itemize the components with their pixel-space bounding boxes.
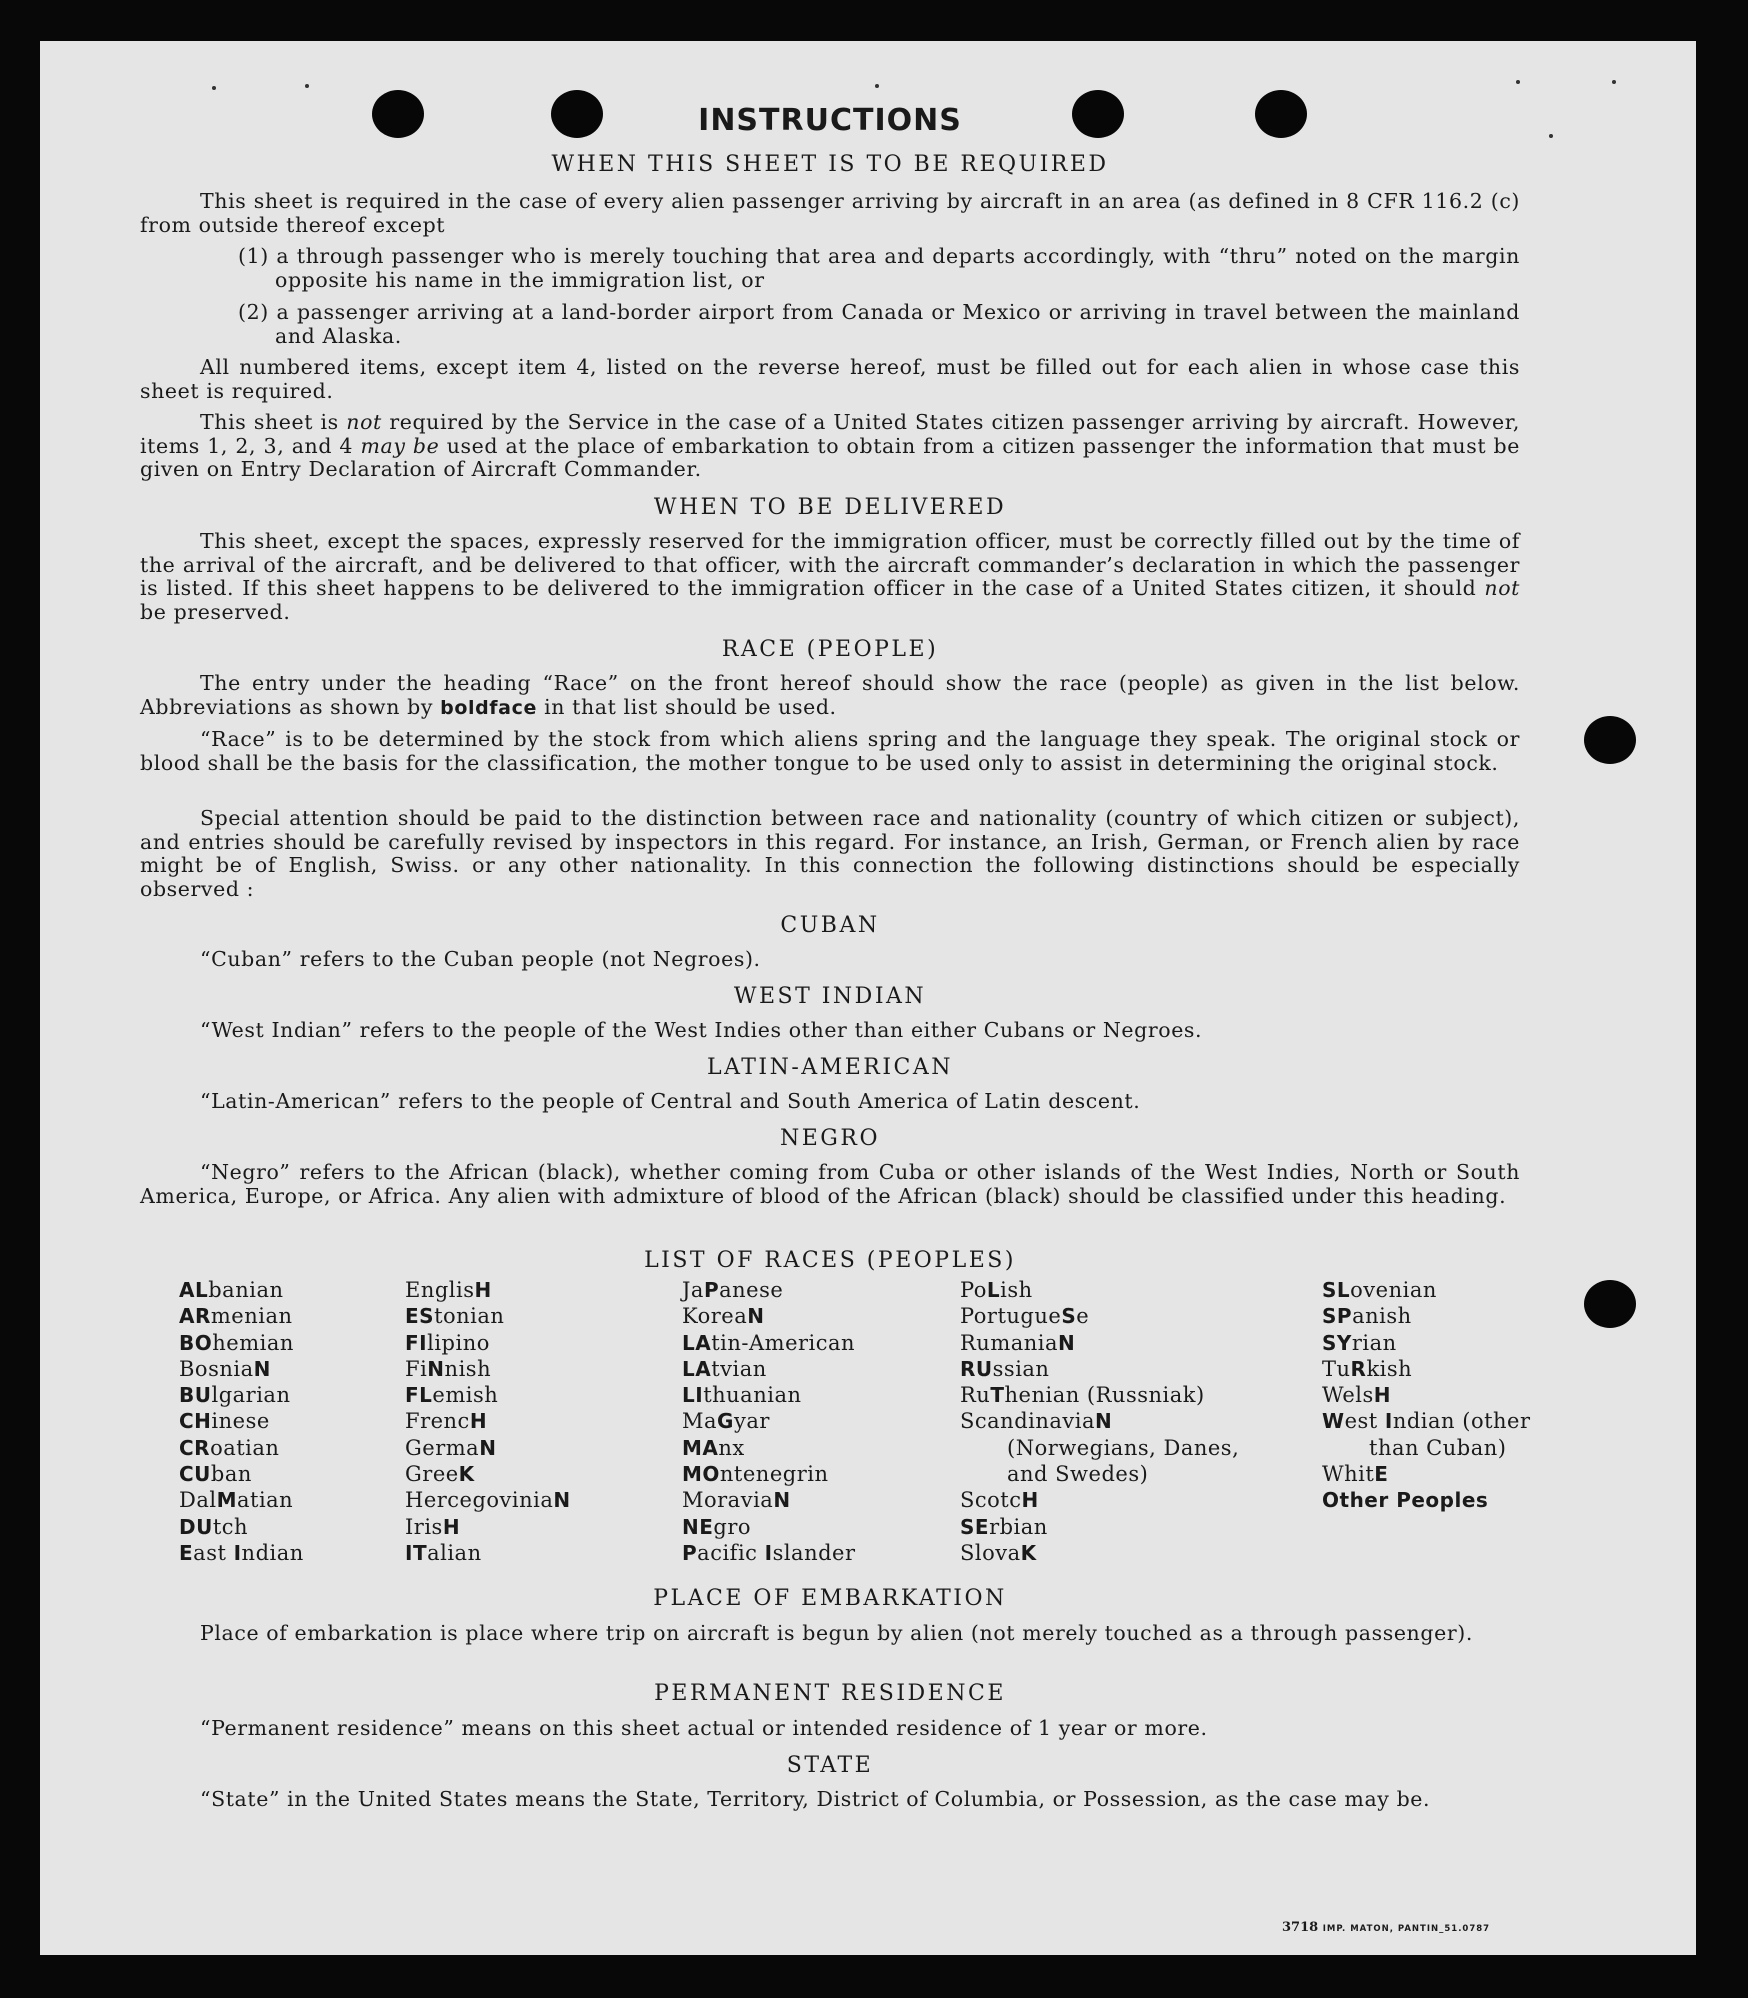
race-entry: RuThenian (Russniak)	[960, 1383, 1205, 1408]
race-entry: GermaN	[405, 1435, 497, 1460]
punch-hole-6	[1584, 1280, 1636, 1328]
paragraph: “State” in the United States means the State, Territory, District of Columbia, or Possession, as the case may be.	[200, 1787, 1431, 1811]
race-entry: FiNnish	[405, 1356, 492, 1381]
page-title: INSTRUCTIONS	[698, 103, 962, 138]
race-entry: RumaniaN	[960, 1330, 1076, 1355]
race-entry: CRoatian	[179, 1435, 280, 1460]
race-entry: LAtvian	[682, 1356, 767, 1381]
race-entry: FLemish	[405, 1383, 499, 1408]
race-entry: ITalian	[405, 1540, 482, 1565]
race-entry: ScandinaviaN (Norwegians, Danes, and Swedes)	[960, 1409, 1240, 1487]
emphasis: not	[346, 410, 382, 434]
paragraph: “Negro” refers to the African (black), whether coming from Cuba or other islands of the West Indies, North or South America, Europe, or Africa. Any alien with admixture of blood of the African (black) should be classified under this heading.	[140, 1160, 1520, 1208]
text-run: used at the place of embarkation to obtain from a citizen passenger the information that must be given on Entry Declaration of Aircraft Commander.	[140, 433, 1520, 481]
section-title-cuban: CUBAN	[780, 913, 880, 938]
race-entry: East Indian	[179, 1540, 304, 1565]
race-entry: MoraviaN	[682, 1488, 791, 1513]
boldface-word: boldface	[440, 696, 537, 719]
race-entry: LAtin-American	[682, 1330, 856, 1355]
item-text: a passenger arriving at a land-border airport from Canada or Mexico or arriving in travel between the mainland and Alaska.	[275, 300, 1520, 348]
race-entry: KoreaN	[682, 1304, 765, 1329]
section-title-permanent-residence: PERMANENT RESIDENCE	[654, 1681, 1006, 1706]
race-entry: BUlgarian	[179, 1383, 291, 1408]
form-footer	[1282, 1920, 1490, 1935]
list-item	[238, 300, 1520, 348]
race-entry: PortugueSe	[960, 1304, 1090, 1329]
item-text: a through passenger who is merely touching that area and departs accordingly, with “thru” noted on the margin opposite his name in the immigration list, or	[275, 244, 1520, 292]
race-entry: EStonian	[405, 1304, 505, 1329]
section-title-state: STATE	[786, 1753, 874, 1778]
race-entry: MAnx	[682, 1435, 745, 1460]
section-title-embarkation: PLACE OF EMBARKATION	[653, 1586, 1007, 1611]
race-entry: SErbian	[960, 1514, 1048, 1539]
race-entry: BOhemian	[179, 1330, 294, 1355]
paragraph: “Race” is to be determined by the stock from which aliens spring and the language they speak. The original stock or blood shall be the basis for the classification, the mother tongue to be used only to assist in determining the original stock.	[140, 727, 1520, 775]
paragraph: “West Indian” refers to the people of the West Indies other than either Cubans or Negroes.	[200, 1018, 1203, 1042]
race-column-2	[405, 1277, 615, 1566]
race-entry: SPanish	[1322, 1304, 1412, 1329]
race-entry: HercegoviniaN	[405, 1488, 571, 1513]
race-entry: Pacific Islander	[682, 1540, 856, 1565]
speck	[875, 84, 879, 88]
emphasis: may be	[360, 433, 440, 458]
paragraph: “Cuban” refers to the Cuban people (not Negroes).	[200, 947, 761, 971]
speck	[1516, 80, 1520, 84]
race-column-4	[960, 1277, 1250, 1566]
race-entry: SYrian	[1322, 1330, 1397, 1355]
race-entry: ALbanian	[179, 1278, 284, 1302]
paragraph	[140, 411, 1520, 482]
race-entry: ARmenian	[179, 1304, 293, 1329]
race-entry: RUssian	[960, 1356, 1050, 1381]
paragraph: This sheet is required in the case of every alien passenger arriving by aircraft in an area (as defined in 8 CFR 116.2 (c) from outside thereof except	[140, 189, 1520, 237]
race-entry: Other Peoples	[1322, 1488, 1489, 1513]
text-run: be preserved.	[140, 599, 291, 624]
race-entry: DalMatian	[179, 1488, 294, 1513]
section-title-when-required: WHEN THIS SHEET IS TO BE REQUIRED	[551, 152, 1109, 177]
section-title-when-delivered: WHEN TO BE DELIVERED	[653, 495, 1007, 520]
race-column-1	[179, 1277, 369, 1566]
text-run: This sheet, except the spaces, expressly reserved for the immigration officer, must be correctly filled out by the time of the arrival of the aircraft, and be delivered to that officer, with the aircraft commander’s declaration in which the passenger is listed. If this sheet happens to be delivered to the immigration officer in the case of a United States citizen, it should	[140, 529, 1520, 600]
race-entry: GreeK	[405, 1462, 475, 1487]
text-run: required by the Service in the case of a United States citizen passenger arriving by aircraft. However, items 1, 2, 3, and 4	[140, 410, 1520, 458]
race-entry: TuRkish	[1322, 1356, 1413, 1381]
speck	[1549, 134, 1553, 138]
race-entry: BosniaN	[179, 1356, 271, 1381]
race-entry: PoLish	[960, 1278, 1033, 1302]
race-entry: ScotcH	[960, 1488, 1039, 1513]
race-entry: FIlipino	[405, 1330, 490, 1355]
paragraph: All numbered items, except item 4, listed on the reverse hereof, must be filled out for each alien in whose case this sheet is required.	[140, 355, 1520, 403]
speck	[1612, 80, 1616, 84]
race-entry: DUtch	[179, 1514, 249, 1539]
paragraph: “Permanent residence” means on this sheet actual or intended residence of 1 year or more.	[200, 1716, 1208, 1740]
race-entry: SLovenian	[1322, 1278, 1437, 1302]
paragraph: Place of embarkation is place where trip on aircraft is begun by alien (not merely touched as a through passenger).	[200, 1621, 1473, 1645]
printer-imprint: IMP. MATON, PANTIN_51.0787	[1322, 1924, 1491, 1934]
paragraph	[140, 672, 1520, 720]
race-entry: EnglisH	[405, 1278, 492, 1302]
race-entry: FrencH	[405, 1409, 488, 1434]
race-entry: NEgro	[682, 1514, 752, 1539]
paragraph: “Latin-American” refers to the people of Central and South America of Latin descent.	[200, 1089, 1141, 1113]
text-run: in that list should be used.	[536, 694, 837, 719]
form-number: 3718	[1282, 1920, 1319, 1935]
race-entry: CHinese	[179, 1409, 270, 1434]
section-title-negro: NEGRO	[780, 1126, 880, 1151]
race-column-3	[682, 1277, 902, 1566]
race-entry: MOntenegrin	[682, 1462, 829, 1487]
section-title-race: RACE (PEOPLE)	[721, 637, 939, 662]
item-number: (2)	[238, 300, 269, 324]
race-entry: MaGyar	[682, 1409, 770, 1434]
race-entry: JaPanese	[682, 1278, 784, 1302]
race-entry: WhitE	[1322, 1462, 1389, 1487]
section-title-list-of-races: LIST OF RACES (PEOPLES)	[644, 1248, 1016, 1273]
speck	[212, 86, 216, 90]
race-entry: West Indian (other than Cuban)	[1322, 1409, 1531, 1460]
race-entry: IrisH	[405, 1514, 461, 1539]
race-entry: WelsH	[1322, 1383, 1392, 1408]
paragraph	[140, 530, 1520, 624]
section-title-west-indian: WEST INDIAN	[733, 984, 927, 1009]
race-entry: CUban	[179, 1462, 252, 1487]
punch-hole-5	[1584, 716, 1636, 764]
race-entry: SlovaK	[960, 1540, 1037, 1565]
section-title-latin-american: LATIN-AMERICAN	[706, 1055, 954, 1080]
emphasis: not	[1484, 576, 1520, 600]
speck	[305, 84, 309, 88]
text-run: This sheet is	[200, 410, 347, 434]
text-run: The entry under the heading “Race” on the front hereof should show the race (people) as given in the list below. Abbreviations as shown by	[140, 671, 1520, 719]
race-column-5	[1322, 1277, 1572, 1514]
item-number: (1)	[238, 244, 269, 268]
paragraph: Special attention should be paid to the distinction between race and nationality (country of which citizen or subject), and entries should be carefully revised by inspectors in this regard. For instance, an Irish, German, or French alien by race might be of English, Swiss. or any other nationality. In this connection the following distinctions should be especially observed :	[140, 806, 1520, 901]
list-item	[238, 244, 1520, 292]
race-entry: LIthuanian	[682, 1383, 802, 1408]
